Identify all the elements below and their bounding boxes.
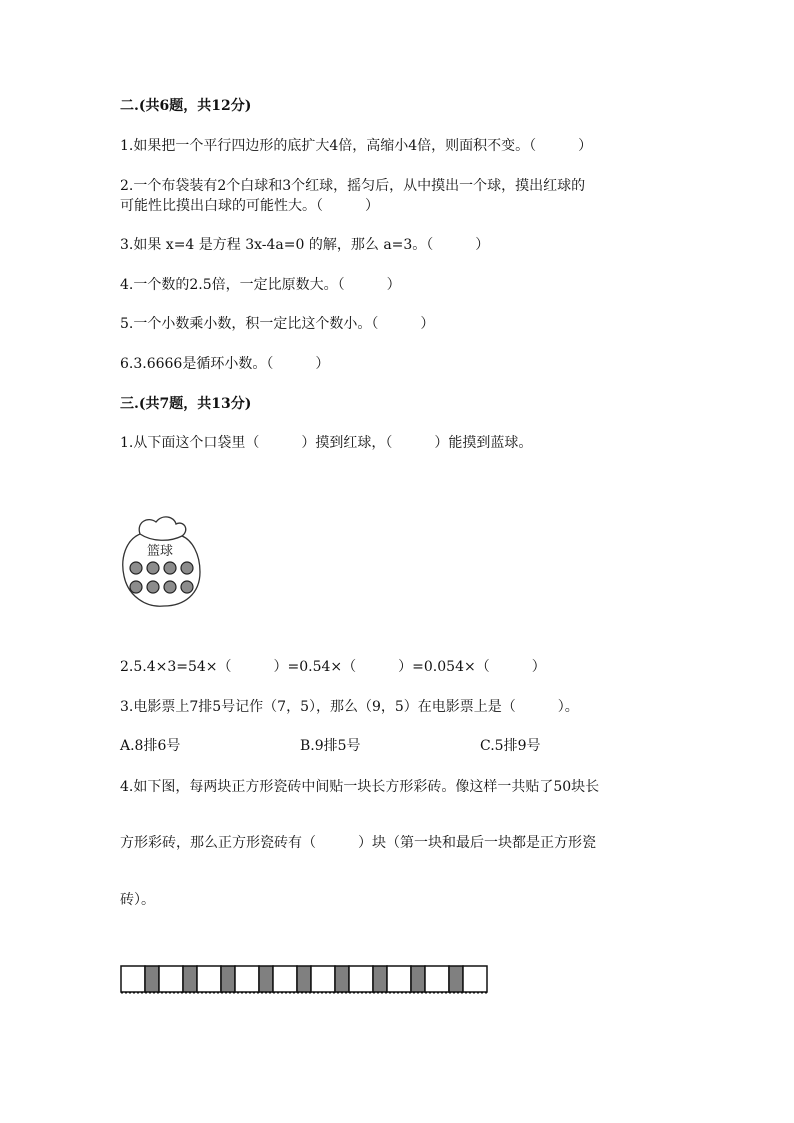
bag-ball (130, 581, 142, 593)
bag-ball (181, 562, 193, 574)
rectangular-colored-tile (221, 966, 235, 992)
bag-ball (164, 562, 176, 574)
rectangular-colored-tile (145, 966, 159, 992)
question-3-2: 2.5.4×3=54×（ ）=0.54×（ ）=0.054×（ ） (120, 659, 546, 675)
bag-ball (164, 581, 176, 593)
bag-top-knot (139, 517, 186, 536)
rectangular-colored-tile (411, 966, 425, 992)
bag-label: 篮球 (147, 544, 174, 559)
question-2-5: 5.一个小数乘小数，积一定比这个数小。（ ） (120, 316, 435, 332)
question-2-1: 1.如果把一个平行四边形的底扩大4倍，高缩小4倍，则面积不变。（ ） (120, 138, 593, 154)
square-tile (273, 966, 297, 992)
option-a: A.8排6号 (120, 738, 181, 754)
question-2-2-line2: 可能性比摸出白球的可能性大。（ ） (120, 198, 379, 214)
ball-bag-illustration (118, 512, 204, 612)
bag-ball (147, 581, 159, 593)
square-tile (159, 966, 183, 992)
tile-strip-figure (120, 965, 502, 995)
square-tile (463, 966, 487, 992)
bag-ball (130, 562, 142, 574)
question-2-4: 4.一个数的2.5倍，一定比原数大。（ ） (120, 277, 401, 293)
square-tile (387, 966, 411, 992)
section2-heading: 二.(共6题，共12分) (120, 98, 252, 114)
rectangular-colored-tile (183, 966, 197, 992)
square-tile (121, 966, 145, 992)
bag-ball (181, 581, 193, 593)
rectangular-colored-tile (297, 966, 311, 992)
question-2-6: 6.3.6666是循环小数。（ ） (120, 356, 330, 372)
question-2-2-line1: 2.一个布袋装有2个白球和3个红球，摇匀后，从中摸出一个球，摸出红球的 (120, 178, 586, 194)
square-tile (425, 966, 449, 992)
question-3-4-line3: 砖）。 (120, 892, 155, 908)
rectangular-colored-tile (335, 966, 349, 992)
rectangular-colored-tile (373, 966, 387, 992)
square-tile (197, 966, 221, 992)
square-tile (235, 966, 259, 992)
rectangular-colored-tile (259, 966, 273, 992)
square-tile (311, 966, 335, 992)
question-3-3: 3.电影票上7排5号记作（7，5），那么（9，5）在电影票上是（ ）。 (120, 699, 579, 715)
option-b: B.9排5号 (300, 738, 361, 754)
question-3-4-line2: 方形彩砖，那么正方形瓷砖有（ ）块（第一块和最后一块都是正方形瓷 (120, 835, 596, 851)
rectangular-colored-tile (449, 966, 463, 992)
section3-heading: 三.(共7题，共13分) (120, 396, 252, 412)
bag-ball (147, 562, 159, 574)
option-c: C.5排9号 (480, 738, 541, 754)
question-3-1: 1.从下面这个口袋里（ ）摸到红球，（ ）能摸到蓝球。 (120, 435, 533, 451)
square-tile (349, 966, 373, 992)
question-2-3: 3.如果 x=4 是方程 3x-4a=0 的解，那么 a=3。（ ） (120, 237, 490, 253)
question-3-4-line1: 4.如下图，每两块正方形瓷砖中间贴一块长方形彩砖。像这样一共贴了50块长 (120, 779, 600, 795)
